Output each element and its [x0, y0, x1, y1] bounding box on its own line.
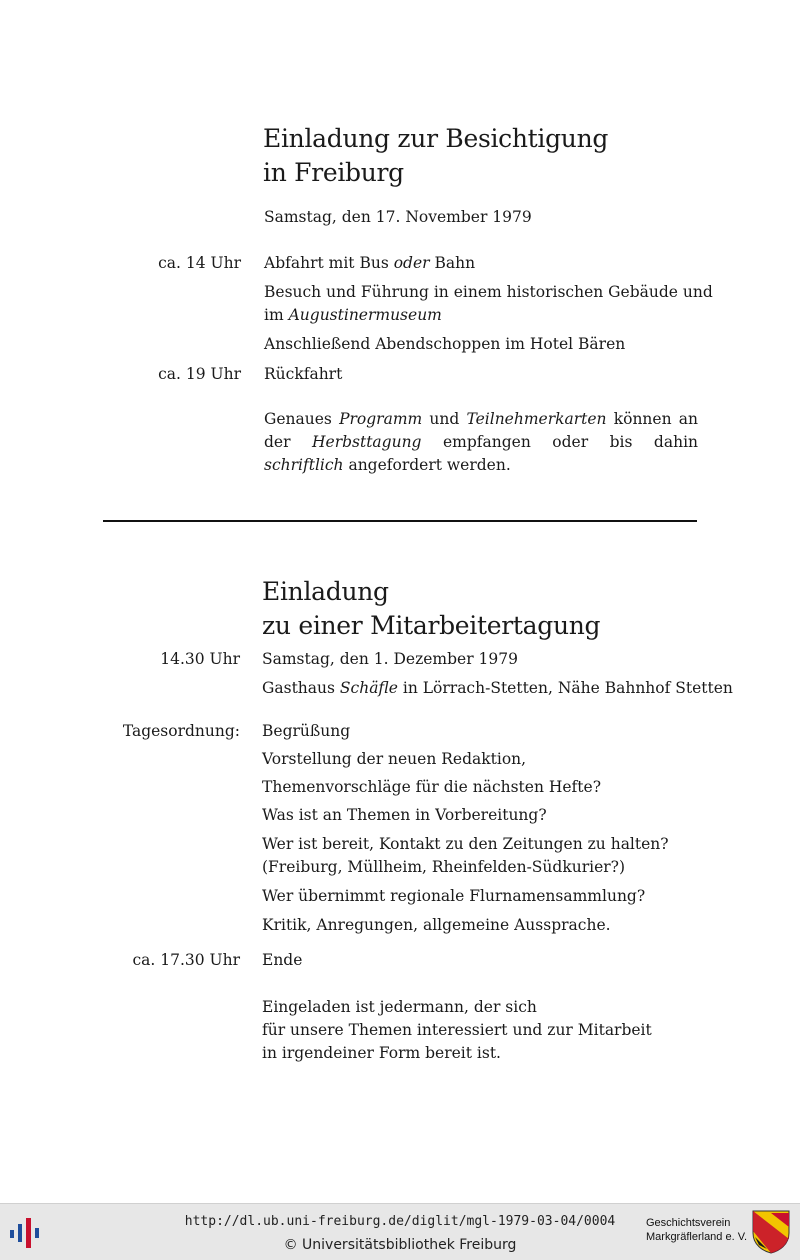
- section1-evening: Anschließend Abendschoppen im Hotel Bären: [264, 335, 626, 353]
- section1-visit-line1: Besuch und Führung in einem historischen Gebäude und: [264, 283, 713, 301]
- closing-line2: für unsere Themen interessiert und zur Mitarbeit: [262, 1021, 652, 1039]
- agenda-item: (Freiburg, Müllheim, Rheinfelden-Südkurier?): [262, 858, 626, 876]
- section1-row2-text: Rückfahrt: [264, 365, 343, 383]
- section2-time: 14.30 Uhr: [160, 650, 240, 668]
- section2-end-text: Ende: [262, 951, 303, 969]
- section-divider: [103, 520, 697, 522]
- section1-title-line1: Einladung zur Besichtigung: [263, 124, 609, 153]
- section2-title-line1: Einladung: [262, 577, 389, 606]
- section1-title-line2: in Freiburg: [263, 158, 404, 187]
- section2-end-time: ca. 17.30 Uhr: [132, 951, 240, 969]
- agenda-item: Wer übernimmt regionale Flurnamensammlung?: [262, 887, 646, 905]
- footer-url[interactable]: http://dl.ub.uni-freiburg.de/diglit/mgl-1979-03-04/0004: [184, 1214, 616, 1229]
- footer-copyright: © Universitätsbibliothek Freiburg: [283, 1237, 517, 1253]
- section1-visit-line2: im Augustinermuseum: [264, 306, 442, 324]
- closing-line1: Eingeladen ist jedermann, der sich: [262, 998, 537, 1016]
- agenda-item: Begrüßung: [262, 722, 351, 740]
- section2-venue: Gasthaus Schäfle in Lörrach-Stetten, Nähe Bahnhof Stetten: [262, 679, 733, 697]
- footer-bar: [0, 1203, 800, 1260]
- section1-note: Genaues Programm und Teilnehmerkarten können an der Herbsttagung empfangen oder bis dahin schriftlich angefordert werden.: [264, 410, 699, 474]
- agenda-item: Wer ist bereit, Kontakt zu den Zeitungen zu halten?: [262, 835, 669, 853]
- agenda-item: Kritik, Anregungen, allgemeine Aussprache.: [262, 916, 611, 934]
- section1-row1-time: ca. 14 Uhr: [158, 254, 241, 272]
- section2-title-line2: zu einer Mitarbeitertagung: [262, 611, 601, 640]
- section1-row1-text: Abfahrt mit Bus oder Bahn: [264, 254, 476, 272]
- section2-date: Samstag, den 1. Dezember 1979: [262, 650, 518, 668]
- section1-row2-time: ca. 19 Uhr: [158, 365, 241, 383]
- agenda-item: Was ist an Themen in Vorbereitung?: [262, 806, 547, 824]
- agenda-label: Tagesordnung:: [122, 722, 240, 740]
- footer-organization: Geschichtsverein Markgräflerland e. V.: [646, 1217, 748, 1243]
- coat-of-arms-icon: [751, 1209, 791, 1255]
- agenda-item: Vorstellung der neuen Redaktion,: [262, 750, 527, 768]
- agenda-item: Themenvorschläge für die nächsten Hefte?: [262, 778, 602, 796]
- closing-line3: in irgendeiner Form bereit ist.: [262, 1044, 501, 1062]
- section1-date: Samstag, den 17. November 1979: [264, 208, 532, 226]
